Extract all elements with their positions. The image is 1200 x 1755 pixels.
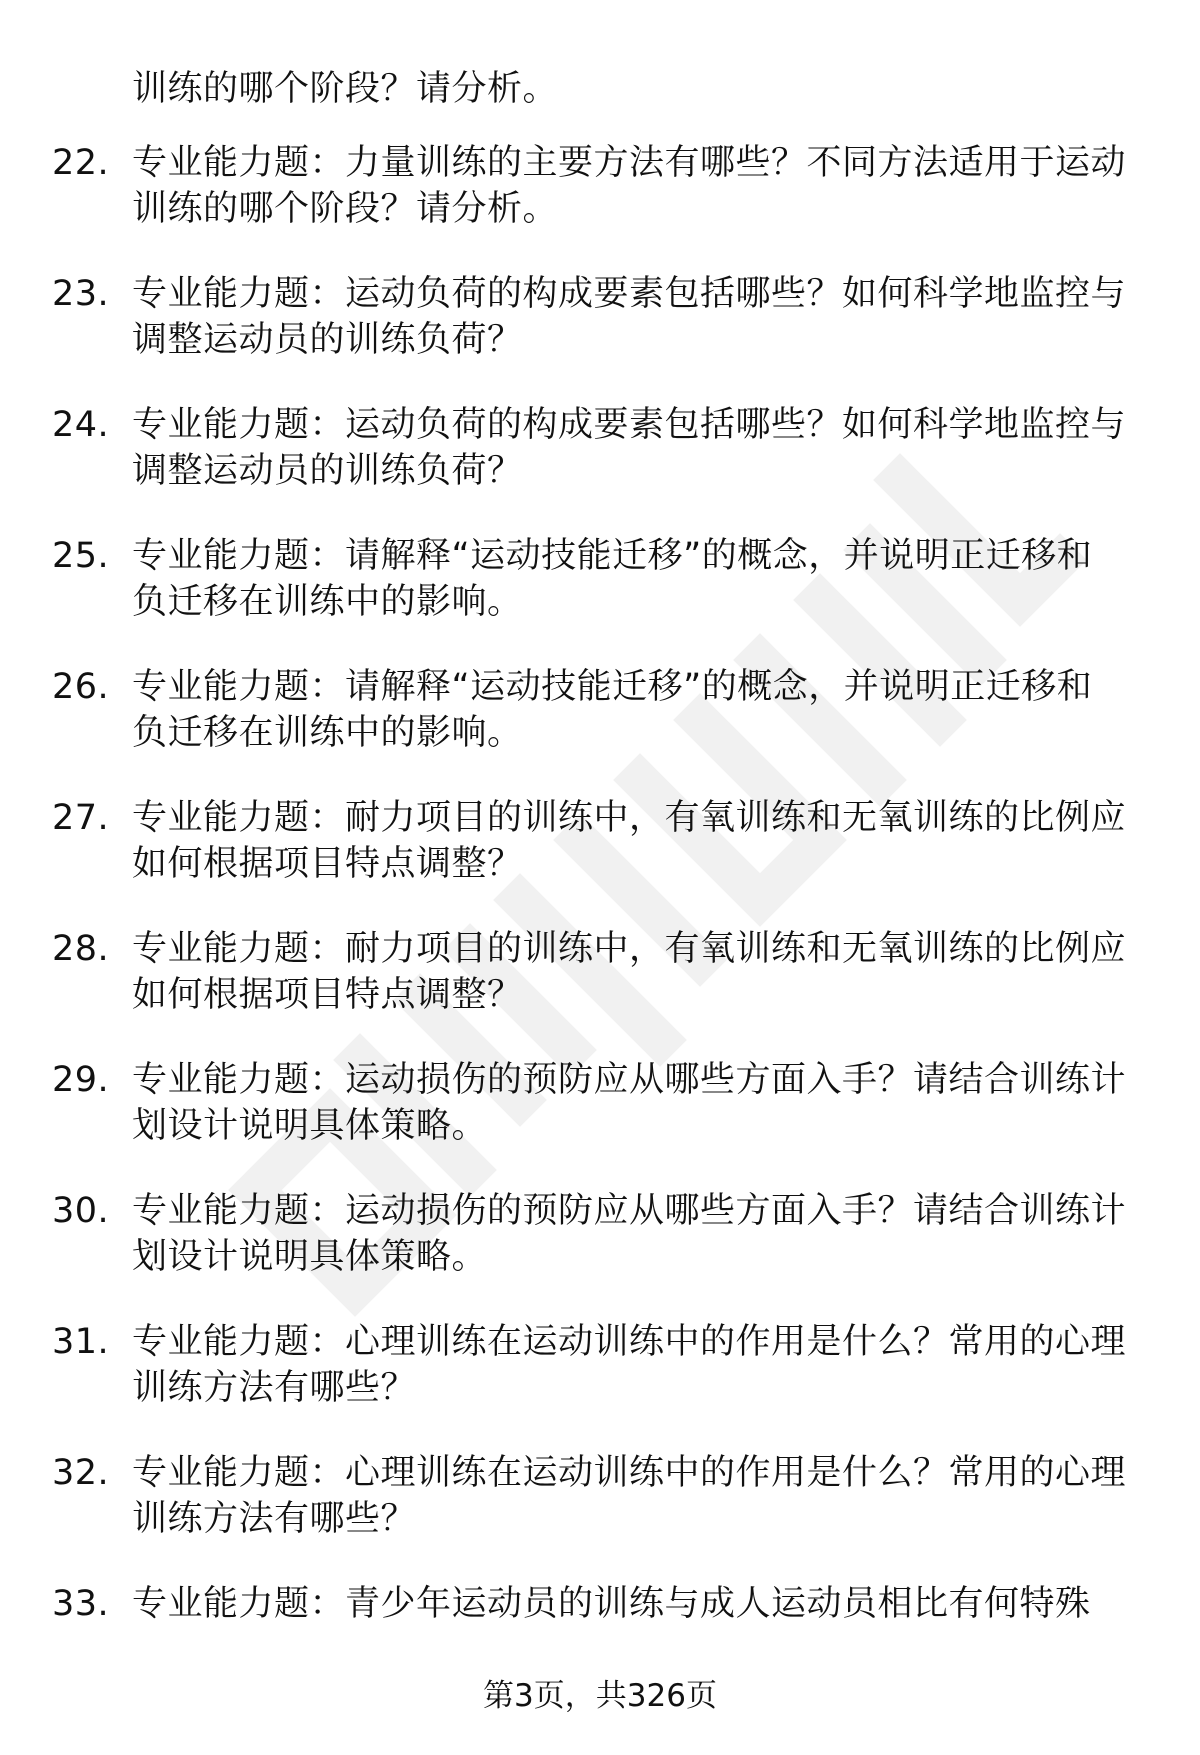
question-text-line: 专业能力题：青少年运动员的训练与成人运动员相比有何特殊	[132, 1584, 1091, 1624]
question-text-line: 专业能力题：耐力项目的训练中，有氧训练和无氧训练的比例应	[132, 798, 1127, 838]
question-text-line: 专业能力题：请解释“运动技能迁移”的概念，并说明正迁移和	[132, 667, 1093, 707]
question-text-line: 训练方法有哪些？	[132, 1368, 417, 1408]
question-text	[132, 1188, 1142, 1280]
question-text-line: 专业能力题：力量训练的主要方法有哪些？不同方法适用于运动	[132, 143, 1127, 183]
question-item	[0, 402, 1200, 533]
question-text-line: 训练方法有哪些？	[132, 1499, 417, 1539]
question-text-line: 专业能力题：运动损伤的预防应从哪些方面入手？请结合训练计	[132, 1060, 1127, 1100]
question-text-line: 如何根据项目特点调整？	[132, 975, 523, 1015]
question-number: 26.	[52, 667, 110, 707]
question-number: 32.	[52, 1453, 110, 1493]
question-text	[132, 664, 1142, 756]
question-text-line: 专业能力题：运动负荷的构成要素包括哪些？如何科学地监控与	[132, 405, 1127, 445]
question-number: 28.	[52, 929, 110, 969]
question-text	[132, 1057, 1142, 1149]
question-text	[132, 271, 1142, 363]
page-footer: 第3页，共326页	[483, 1678, 717, 1714]
question-text-line: 划设计说明具体策略。	[132, 1106, 488, 1146]
question-item	[0, 1319, 1200, 1450]
question-number: 33.	[52, 1584, 110, 1624]
question-number: 31.	[52, 1322, 110, 1362]
question-item	[0, 533, 1200, 664]
continuation-line: 训练的哪个阶段？请分析。	[132, 69, 559, 109]
question-item	[0, 664, 1200, 795]
question-number: 30.	[52, 1191, 110, 1231]
question-number: 29.	[52, 1060, 110, 1100]
question-text-line: 负迁移在训练中的影响。	[132, 582, 523, 622]
question-item	[0, 926, 1200, 1057]
question-text-line: 调整运动员的训练负荷？	[132, 451, 523, 491]
question-text-line: 如何根据项目特点调整？	[132, 844, 523, 884]
question-item	[0, 1450, 1200, 1581]
question-text-line: 专业能力题：请解释“运动技能迁移”的概念，并说明正迁移和	[132, 536, 1093, 576]
question-text-line: 专业能力题：心理训练在运动训练中的作用是什么？常用的心理	[132, 1322, 1127, 1362]
question-text-line: 专业能力题：运动负荷的构成要素包括哪些？如何科学地监控与	[132, 274, 1127, 314]
question-text	[132, 140, 1142, 232]
question-text	[132, 926, 1142, 1018]
question-text	[132, 402, 1142, 494]
question-text-line: 负迁移在训练中的影响。	[132, 713, 523, 753]
question-item	[0, 795, 1200, 926]
question-number: 22.	[52, 143, 110, 183]
question-text	[132, 1581, 1142, 1627]
question-item	[0, 1188, 1200, 1319]
question-number: 23.	[52, 274, 110, 314]
question-number: 25.	[52, 536, 110, 576]
question-text-line: 训练的哪个阶段？请分析。	[132, 189, 559, 229]
question-item	[0, 271, 1200, 402]
question-item	[0, 1057, 1200, 1188]
question-text	[132, 533, 1142, 625]
question-number: 27.	[52, 798, 110, 838]
question-text	[132, 795, 1142, 887]
question-text-line: 调整运动员的训练负荷？	[132, 320, 523, 360]
question-text	[132, 1319, 1142, 1411]
question-item	[0, 140, 1200, 271]
question-text-line: 专业能力题：耐力项目的训练中，有氧训练和无氧训练的比例应	[132, 929, 1127, 969]
question-text	[132, 1450, 1142, 1542]
question-list	[0, 140, 1200, 1712]
question-text-line: 专业能力题：心理训练在运动训练中的作用是什么？常用的心理	[132, 1453, 1127, 1493]
question-text-line: 划设计说明具体策略。	[132, 1237, 488, 1277]
question-number: 24.	[52, 405, 110, 445]
question-text-line: 专业能力题：运动损伤的预防应从哪些方面入手？请结合训练计	[132, 1191, 1127, 1231]
